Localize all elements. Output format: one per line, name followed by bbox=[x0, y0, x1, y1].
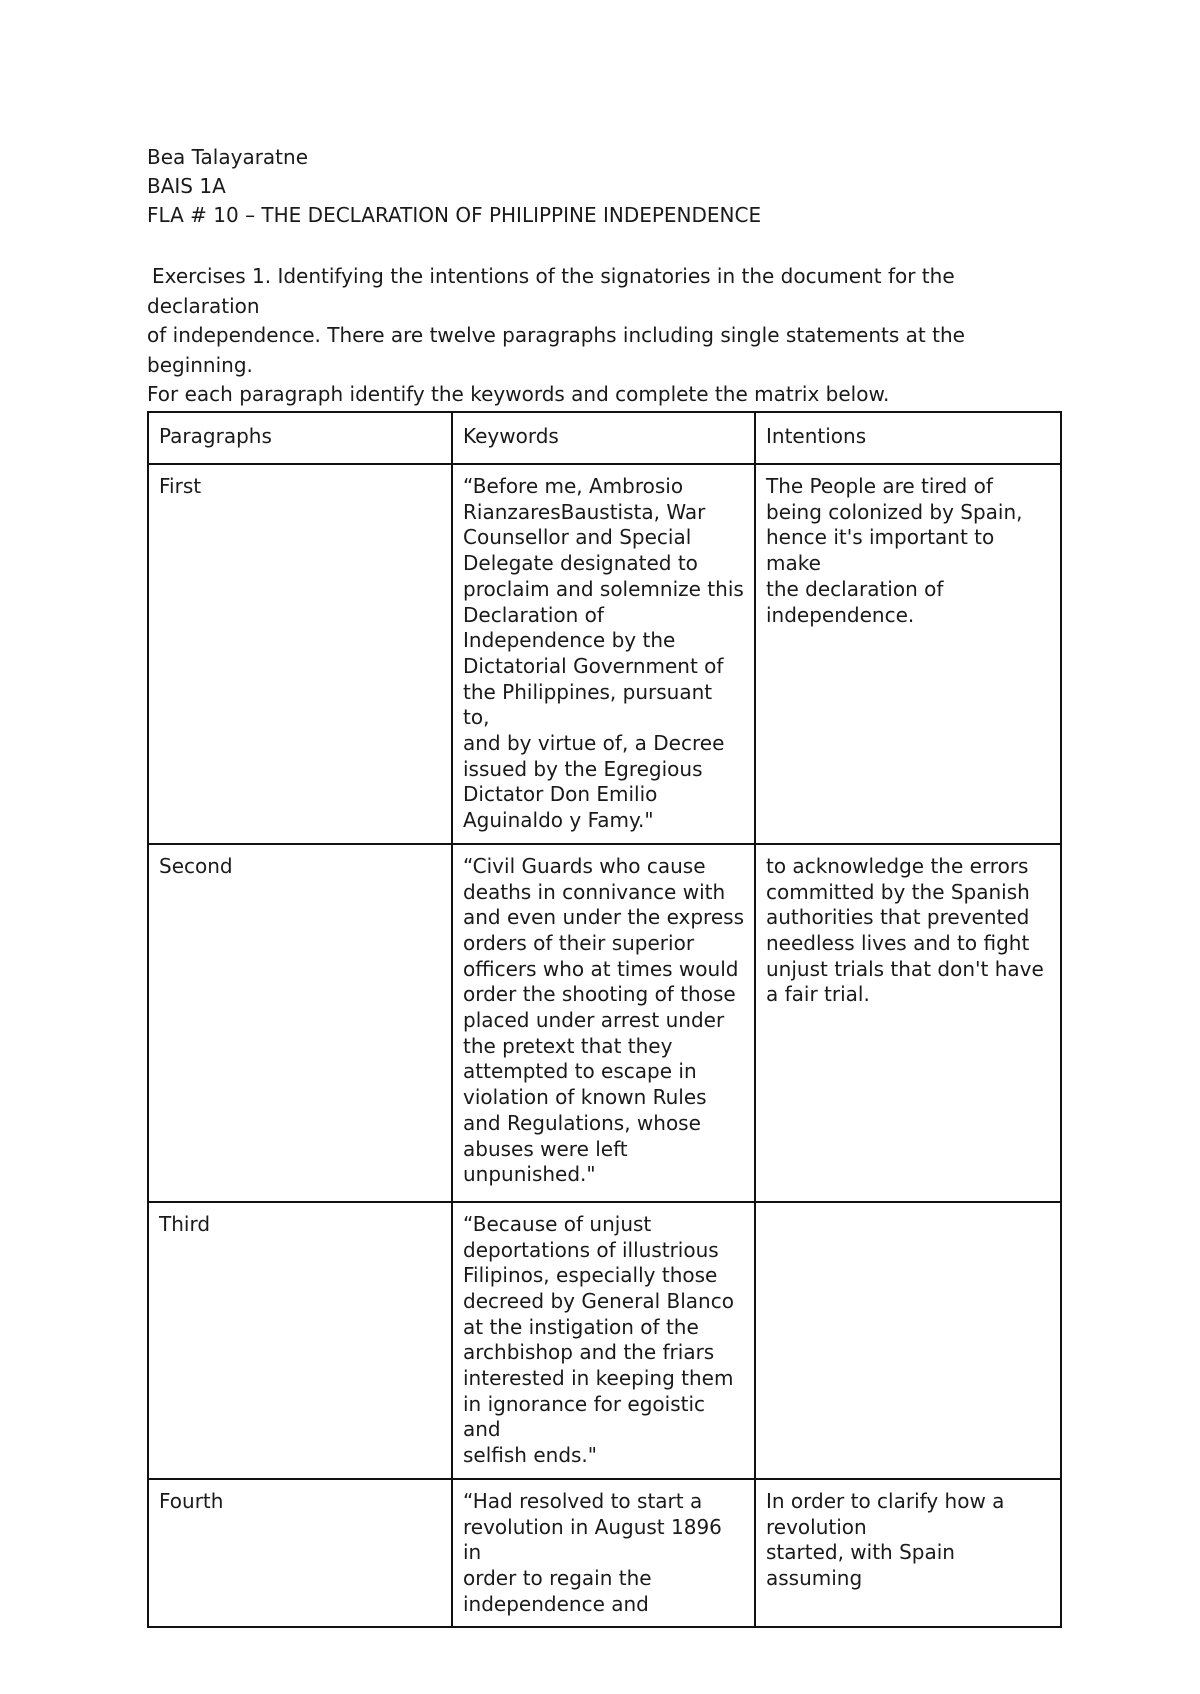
keywords-cell: “Had resolved to start a revolution in August 1896 in order to regain the independence and bbox=[452, 1479, 755, 1628]
table-row bbox=[148, 1202, 1061, 1479]
exercise-instructions: Exercises 1. Identifying the intentions of the signatories in the document for the declaration of independence. There are twelve paragraphs including single statements at the beginning. For each paragraph identify the keywords and complete the matrix below. bbox=[147, 264, 965, 406]
table-header-row bbox=[148, 412, 1061, 464]
paragraph-matrix-table bbox=[147, 411, 1062, 1628]
keywords-cell: “Because of unjust deportations of illustrious Filipinos, especially those decreed by General Blanco at the instigation of the archbishop and the friars interested in keeping them in ignorance for egoistic and selfish ends." bbox=[452, 1202, 755, 1479]
table-row bbox=[148, 844, 1061, 1202]
table-row bbox=[148, 1479, 1061, 1628]
intentions-cell bbox=[755, 1202, 1061, 1479]
header-paragraphs: Paragraphs bbox=[148, 412, 452, 464]
student-name: Bea Talayaratne bbox=[147, 145, 309, 169]
table-row bbox=[148, 464, 1061, 844]
paragraph-cell: Second bbox=[148, 844, 452, 1202]
document-header bbox=[147, 143, 1067, 230]
document-title: FLA # 10 – THE DECLARATION OF PHILIPPINE INDEPENDENCE bbox=[147, 203, 762, 227]
keywords-cell: “Before me, Ambrosio RianzaresBaustista, War Counsellor and Special Delegate designated to proclaim and solemnize this Declaration of Independence by the Dictatorial Government of the Philippines, pursuant to, and by virtue of, a Decree issued by the Egregious Dictator Don Emilio Aguinaldo y Famy." bbox=[452, 464, 755, 844]
intentions-cell: to acknowledge the errors committed by the Spanish authorities that prevented needless lives and to fight unjust trials that don't have a fair trial. bbox=[755, 844, 1061, 1202]
paragraph-cell: Fourth bbox=[148, 1479, 452, 1628]
intentions-cell: The People are tired of being colonized by Spain, hence it's important to make the declaration of independence. bbox=[755, 464, 1061, 844]
paragraph-cell: Third bbox=[148, 1202, 452, 1479]
paragraph-cell: First bbox=[148, 464, 452, 844]
student-section: BAIS 1A bbox=[147, 174, 226, 198]
intentions-cell: In order to clarify how a revolution started, with Spain assuming bbox=[755, 1479, 1061, 1628]
header-intentions: Intentions bbox=[755, 412, 1061, 464]
keywords-cell: “Civil Guards who cause deaths in connivance with and even under the express orders of their superior officers who at times would order the shooting of those placed under arrest under the pretext that they attempted to escape in violation of known Rules and Regulations, whose abuses were left unpunished." bbox=[452, 844, 755, 1202]
header-keywords: Keywords bbox=[452, 412, 755, 464]
